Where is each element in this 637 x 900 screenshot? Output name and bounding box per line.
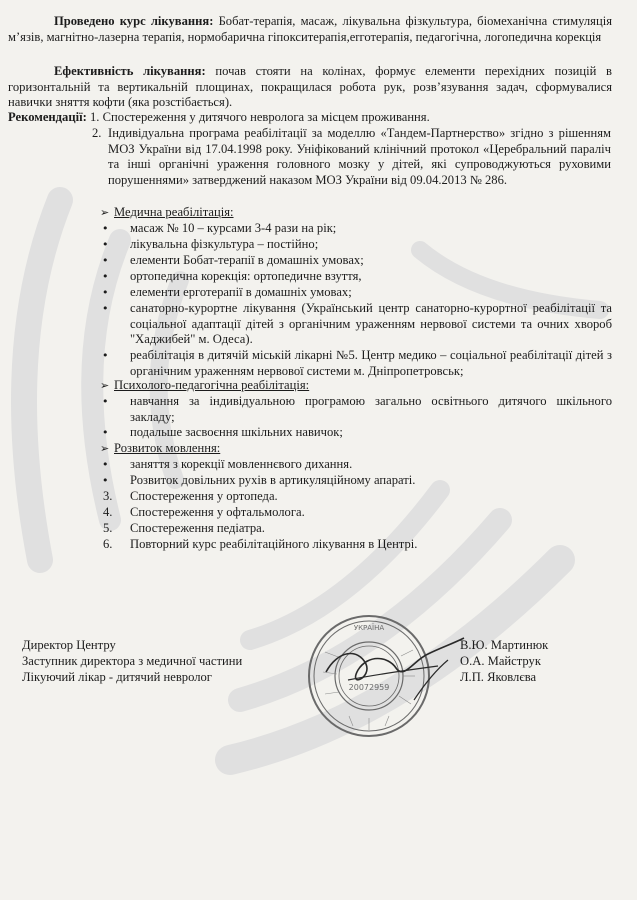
course-text: Бобат-терапія, масаж, лікувальна фізкультура, біомеханічна стимуляція м’язів, магнітно-лазерна терапія, нормобарична гіпокситерапія,erготерапія, педагогічна, логопедична корекція — [8, 14, 612, 44]
signature-name-deputy: О.А. Майструк — [460, 654, 541, 668]
recommendation-item-2-text: Індивідуальна програма реабілітації за моделлю «Тандем-Партнерство» згідно з рішенням МОЗ України від 17.04.1998 року. Уніфікований клінічний протокол «Церебральний параліч та інші органічні ураження головного мозку у дітей, які супроводжуються руховими порушеннями» затверджений наказом МОЗ України від 09.04.2013 № 286. — [108, 126, 611, 187]
speech-heading-row — [100, 441, 220, 457]
arrow-icon: ➢ — [100, 206, 110, 219]
course-label: Проведено курс лікування: — [54, 14, 214, 28]
bullet-icon: • — [102, 474, 109, 487]
effectiveness-text: почав стояти на колінах, формує елементи перехідних позицій в горизонтальній та вертикальній площинах, покращилася робота рук, розв’язування задач, сформувалися навички зняття кофти (яка розстібається). — [8, 64, 612, 110]
stamp-code: 20072959 — [348, 683, 390, 692]
bullet-icon: • — [102, 395, 109, 408]
course-paragraph — [8, 14, 612, 45]
bullet-icon: • — [102, 458, 109, 471]
signature-role-deputy: Заступник директора з медичної частини — [22, 654, 243, 668]
medical-heading-row — [100, 205, 234, 221]
arrow-icon: ➢ — [100, 379, 110, 392]
numbered-item-text: Повторний курс реабілітаційного лікування в Центрі. — [130, 537, 418, 551]
arrow-icon: ➢ — [100, 442, 110, 455]
medical-item: елементи Бобат-терапії в домашніх умовах; — [130, 253, 364, 267]
medical-item: реабілітація в дитячій міській лікарні №5. Центр медико – соціальної реабілітації дітей з органічним ураженням нервової системи м. Дніпропетровськ; — [130, 348, 612, 378]
bullet-icon: • — [102, 286, 109, 299]
numbered-item-text: Спостереження педіатра. — [130, 521, 265, 535]
bullet-icon: • — [102, 426, 109, 439]
medical-item: лікувальна фізкультура – постійно; — [130, 237, 319, 251]
psych-item: навчання за індивідуальною програмою загально освітнього дитячого шкільного закладу; — [130, 394, 612, 424]
effectiveness-label: Ефективність лікування: — [54, 64, 206, 78]
signature-name-doctor: Л.П. Яковлєва — [460, 670, 537, 684]
bullet-icon: • — [102, 349, 109, 362]
stamp-top-text: УКРАЇНА — [353, 624, 385, 632]
handwritten-signature — [318, 630, 468, 710]
recommendation-item-2-number: 2. — [92, 126, 102, 140]
speech-item: заняття з корекції мовленнєвого дихання. — [130, 457, 353, 471]
signature-role-director: Директор Центру — [22, 638, 116, 652]
medical-item: ортопедична корекція: ортопедичне взуття, — [130, 269, 362, 283]
speech-heading: Розвиток мовлення: — [114, 441, 221, 455]
bullet-icon: • — [102, 270, 109, 283]
bullet-icon: • — [102, 222, 109, 235]
bullet-icon: • — [102, 302, 109, 315]
numbered-item-text: Спостереження у ортопеда. — [130, 489, 278, 503]
bullet-icon: • — [102, 254, 109, 267]
psych-item: подальше засвоєння шкільних навичок; — [130, 425, 343, 439]
speech-item: Розвиток довільних рухів в артикуляційному апараті. — [130, 473, 416, 487]
bullet-icon: • — [102, 238, 109, 251]
psych-heading-row — [100, 378, 309, 394]
numbered-item-number: 3. — [103, 489, 113, 503]
recommendations-label: Рекомендації: — [8, 110, 87, 124]
numbered-item-number: 5. — [103, 521, 113, 535]
numbered-item-number: 4. — [103, 505, 113, 519]
medical-item: масаж № 10 – курсами 3-4 рази на рік; — [130, 221, 337, 235]
medical-item: елементи ерготерапії в домашніх умовах; — [130, 285, 352, 299]
psych-heading: Психолого-педагогічна реабілітація: — [114, 378, 310, 392]
numbered-item-number: 6. — [103, 537, 113, 551]
recommendation-item-1: 1. Спостереження у дитячого невролога за місцем проживання. — [89, 110, 430, 124]
recommendations-row — [8, 110, 430, 126]
signature-name-director: В.Ю. Мартинюк — [460, 638, 549, 652]
numbered-item-text: Спостереження у офтальмолога. — [130, 505, 305, 519]
medical-heading: Медична реабілітація: — [114, 205, 234, 219]
medical-item: санаторно-курортне лікування (Український центр санаторно-курортної реабілітації та соціальної адаптації дітей з органічним ураженням нервової системи та очних хвороб "Хаджибей" м. Одеса). — [130, 301, 612, 347]
signature-role-doctor: Лікуючий лікар - дитячий невролог — [22, 670, 212, 684]
effectiveness-paragraph — [8, 64, 612, 111]
